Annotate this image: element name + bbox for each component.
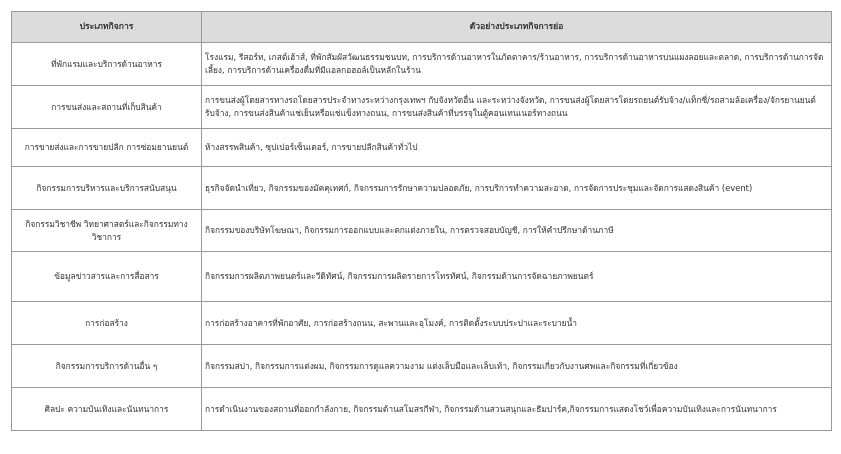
header-example-subtypes: ตัวอย่างประเภทกิจการย่อ <box>202 12 832 43</box>
table-row <box>12 210 832 252</box>
examples-cell: ธุรกิจจัดนำเที่ยว, กิจกรรมของมัคคุเทศก์, กิจกรรมการรักษาความปลอดภัย, การบริการทำความสะอาด, การจัดการประชุมและจัดการแสดงสินค้า (event) <box>202 167 832 210</box>
examples-cell: โรงแรม, รีสอร์ท, เกสต์เฮ้าส์, ที่พักสัมผัสวัฒนธรรมชนบท, การบริการด้านอาหารในภัตตาคาร/ร้านอาหาร, การบริการด้านอาหารบนแผงลอยและตลาด, การบริการด้านการจัดเลี้ยง, การบริการด้านเครื่องดื่มที่มีแอลกอฮอล์เป็นหลักในร้าน <box>202 43 832 86</box>
examples-cell: ห้างสรรพสินค้า, ซุปเปอร์เซ็นเตอร์, การขายปลีกสินค้าทั่วไป <box>202 129 832 167</box>
table-row <box>12 167 832 210</box>
business-type-cell: การขายส่งและการขายปลีก การซ่อมยานยนต์ <box>12 129 202 167</box>
business-type-table <box>11 11 832 431</box>
examples-cell: การก่อสร้างอาคารที่พักอาศัย, การก่อสร้างถนน, สะพานและอุโมงค์, การติดตั้งระบบประปาและระบายน้ำ <box>202 302 832 345</box>
table-row <box>12 388 832 431</box>
business-type-cell: การขนส่งและสถานที่เก็บสินค้า <box>12 86 202 129</box>
examples-cell: การดำเนินงานของสถานที่ออกกำลังกาย, กิจกรรมด้านสโมสรกีฬา, กิจกรรมด้านสวนสนุกและธีมปาร์ค,กิจกรรมการแสดงโชว์เพื่อความบันเทิงและการนันทนาการ <box>202 388 832 431</box>
examples-cell: กิจกรรมสปา, กิจกรรมการแต่งผม, กิจกรรมการดูแลความงาม แต่งเล็บมือและเล็บเท้า, กิจกรรมเกี่ยวกับงานศพและกิจกรรมที่เกี่ยวข้อง <box>202 345 832 388</box>
table-header-row <box>12 12 832 43</box>
table-row <box>12 129 832 167</box>
examples-cell: การขนส่งผู้โดยสารทางรถโดยสารประจำทางระหว่างกรุงเทพฯ กับจังหวัดอื่น และระหว่างจังหวัด, การขนส่งผู้โดยสารโดยรถยนต์รับจ้าง/แท็กซี่/รถสามล้อเครื่อง/จักรยานยนต์รับจ้าง, การขนส่งสินค้าแช่เย็นหรือแช่แข็งทางถนน, การขนส่งสินค้าที่บรรจุในตู้คอนเทนเนอร์ทางถนน <box>202 86 832 129</box>
business-type-cell: ที่พักแรมและบริการด้านอาหาร <box>12 43 202 86</box>
business-type-cell: กิจกรรมการบริหารและบริการสนับสนุน <box>12 167 202 210</box>
examples-cell: กิจกรรมของบริษัทโฆษณา, กิจกรรมการออกแบบและตกแต่งภายใน, การตรวจสอบบัญชี, การให้คำปรึกษาด้านภาษี <box>202 210 832 252</box>
table-row <box>12 252 832 302</box>
business-type-cell: การก่อสร้าง <box>12 302 202 345</box>
table-row <box>12 43 832 86</box>
business-type-cell: กิจกรรมวิชาชีพ วิทยาศาสตร์และกิจกรรมทางวิชาการ <box>12 210 202 252</box>
header-business-type: ประเภทกิจการ <box>12 12 202 43</box>
business-type-cell: ศิลปะ ความบันเทิงและนันทนาการ <box>12 388 202 431</box>
business-type-cell: กิจกรรมการบริการด้านอื่น ๆ <box>12 345 202 388</box>
examples-cell: กิจกรรมการผลิตภาพยนตร์และวีดิทัศน์, กิจกรรมการผลิตรายการโทรทัศน์, กิจกรรมด้านการจัดฉายภาพยนตร์ <box>202 252 832 302</box>
table-row <box>12 86 832 129</box>
table-row <box>12 302 832 345</box>
table-row <box>12 345 832 388</box>
business-type-cell: ข้อมูลข่าวสารและการสื่อสาร <box>12 252 202 302</box>
